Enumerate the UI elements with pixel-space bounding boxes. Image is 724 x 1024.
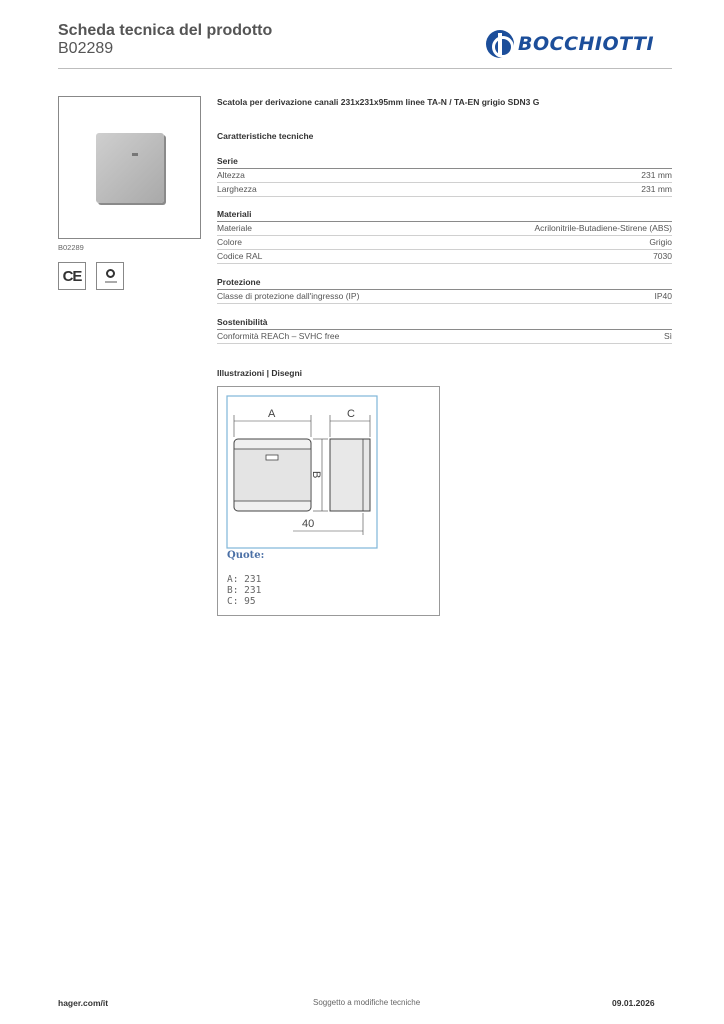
certification-mark-icon: [96, 262, 124, 290]
spec-value: IP40: [654, 291, 672, 301]
ce-mark-icon: CE: [58, 262, 86, 290]
spec-label: Larghezza: [217, 184, 257, 194]
quote-line: B: 231: [227, 585, 262, 596]
spec-section-materiali: [217, 208, 672, 264]
spec-value: 231 mm: [641, 170, 672, 180]
spec-row: [217, 250, 672, 264]
spec-row: [217, 222, 672, 236]
spec-value: 231 mm: [641, 184, 672, 194]
spec-section-serie: [217, 155, 672, 197]
spec-value: Grigio: [649, 237, 672, 247]
spec-section-heading: Protezione: [217, 276, 672, 290]
spec-label: Classe di protezione dall'ingresso (IP): [217, 291, 360, 301]
illustrations-title: Illustrazioni | Disegni: [217, 368, 303, 378]
quote-line: A: 231: [227, 574, 262, 585]
spec-label: Codice RAL: [217, 251, 263, 261]
quote-line: C: 95: [227, 596, 256, 607]
spec-section-heading: Serie: [217, 155, 672, 169]
footer-note: Soggetto a modifiche tecniche: [313, 998, 421, 1007]
spec-row: [217, 330, 672, 344]
spec-label: Altezza: [217, 170, 245, 180]
dimension-label-c: C: [347, 408, 355, 420]
spec-label: Conformità REACh – SVHC free: [217, 331, 340, 341]
quotes-title: Quote:: [227, 550, 265, 561]
product-code: B02289: [58, 40, 114, 57]
spec-section-heading: Sostenibilità: [217, 316, 672, 330]
brand-name: BOCCHIOTTI: [518, 33, 655, 55]
spec-row: [217, 169, 672, 183]
product-image-caption: B02289: [58, 243, 84, 252]
junction-box-picture: [96, 133, 164, 203]
spec-label: Colore: [217, 237, 243, 247]
spec-row: [217, 290, 672, 304]
product-image: [58, 96, 201, 239]
dimension-label-depth: 40: [302, 518, 315, 530]
spec-section-protezione: [217, 276, 672, 304]
footer-website: hager.com/it: [58, 998, 109, 1008]
spec-row: [217, 183, 672, 197]
spec-value: 7030: [653, 251, 672, 261]
dimension-label-b: B: [310, 471, 322, 479]
footer-date: 09.01.2026: [612, 998, 655, 1008]
spec-row: [217, 236, 672, 250]
spec-section-sostenibilita: [217, 316, 672, 344]
specs-title: Caratteristiche tecniche: [217, 131, 314, 141]
product-description: Scatola per derivazione canali 231x231x95mm linee TA-N / TA-EN grigio SDN3 G: [217, 97, 540, 107]
brand-logo-icon: [486, 30, 514, 58]
page-title: Scheda tecnica del prodotto: [58, 22, 273, 39]
spec-label: Materiale: [217, 223, 252, 233]
header-divider: [58, 68, 672, 69]
spec-value: Sì: [663, 331, 672, 341]
dimension-drawing: [217, 386, 440, 616]
dimension-label-a: A: [268, 408, 276, 420]
spec-value: Acrilonitrile-Butadiene-Stirene (ABS): [534, 223, 672, 233]
spec-section-heading: Materiali: [217, 208, 672, 222]
brand-logo: [486, 29, 654, 59]
